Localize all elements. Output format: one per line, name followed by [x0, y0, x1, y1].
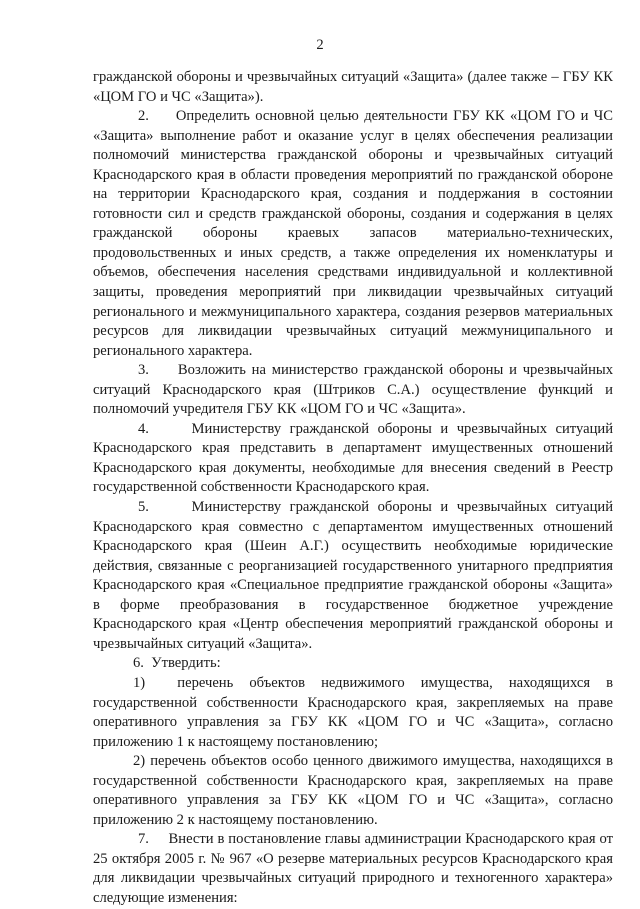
paragraph-item-3: 3. Возложить на министерство гражданской обороны и чрезвычайных ситуаций Краснодарского края (Штриков С.А.) осуществление функций и полномочий учредителя ГБУ КК «ЦОМ ГО и ЧС «Защита».: [93, 362, 613, 418]
paragraph-item-2: 2. Определить основной целью деятельности ГБУ КК «ЦОМ ГО и ЧС «Защита» выполнение работ и оказание услуг в целях обеспечения реализации полномочий министерства гражданской обороны и чрезвычайных ситуаций Краснодарского края в области проведения мероприятий по гражданской обороне на территории Краснодарского края, создания и поддержания в состоянии готовности сил и средств гражданской обороны, создания и содержания в целях гражданской обороны краевых запасов материально-технических, продовольственных и иных средств, а также определения их номенклатуры и объемов, обеспечения населения средствами индивидуальной и коллективной защиты, проведения мероприятий при ликвидации чрезвычайных ситуаций регионального и межмуниципального характера, создания резервов материальных ресурсов для ликвидации чрезвычайных ситуаций межмуниципального и регионального характера.: [93, 108, 613, 359]
paragraph-subitem-6-2: 2) перечень объектов особо ценного движимого имущества, находящихся в государственной собственности Краснодарского края, закрепляемых на праве оперативного управления за ГБУ КК «ЦОМ ГО и ЧС «Защита», согласно приложению 2 к настоящему постановлению.: [93, 753, 613, 828]
paragraph-continuation: гражданской обороны и чрезвычайных ситуаций «Защита» (далее также – ГБУ КК «ЦОМ ГО и ЧС «Защита»).: [93, 69, 613, 105]
page-number: 2: [316, 37, 324, 53]
document-body: [93, 68, 613, 909]
paragraph-item-6: 6. Утвердить:: [133, 655, 221, 672]
paragraph-item-4: 4. Министерству гражданской обороны и чрезвычайных ситуаций Краснодарского края представить в департамент имущественных отношений Краснодарского края документы, необходимые для внесения сведений в Реестр государственной собственности Краснодарского края.: [93, 420, 613, 496]
paragraph-item-7: 7. Внести в постановление главы администрации Краснодарского края от 25 октября 2005 г. № 967 «О резерве материальных ресурсов Краснодарского края для ликвидации чрезвычайных ситуаций природного и техногенного характера» следующие изменения:: [93, 831, 613, 906]
paragraph-subitem-6-1: 1) перечень объектов недвижимого имущества, находящихся в государственной собственности Краснодарского края, закрепляемых на праве оперативного управления за ГБУ КК «ЦОМ ГО и ЧС «Защита», согласно приложению 1 к настоящему постановлению;: [93, 674, 613, 750]
paragraph-item-5: 5. Министерству гражданской обороны и чрезвычайных ситуаций Краснодарского края совместно с департаментом имущественных отношений Краснодарского края (Шеин А.Г.) осуществить необходимые юридические действия, связанные с реорганизацией государственного унитарного предприятия Краснодарского края «Специальное предприятие гражданской обороны «Защита» в форме преобразования в государственное бюджетное учреждение Краснодарского края «Центр обеспечения мероприятий гражданской обороны и чрезвычайных ситуаций «Защита».: [93, 499, 613, 652]
